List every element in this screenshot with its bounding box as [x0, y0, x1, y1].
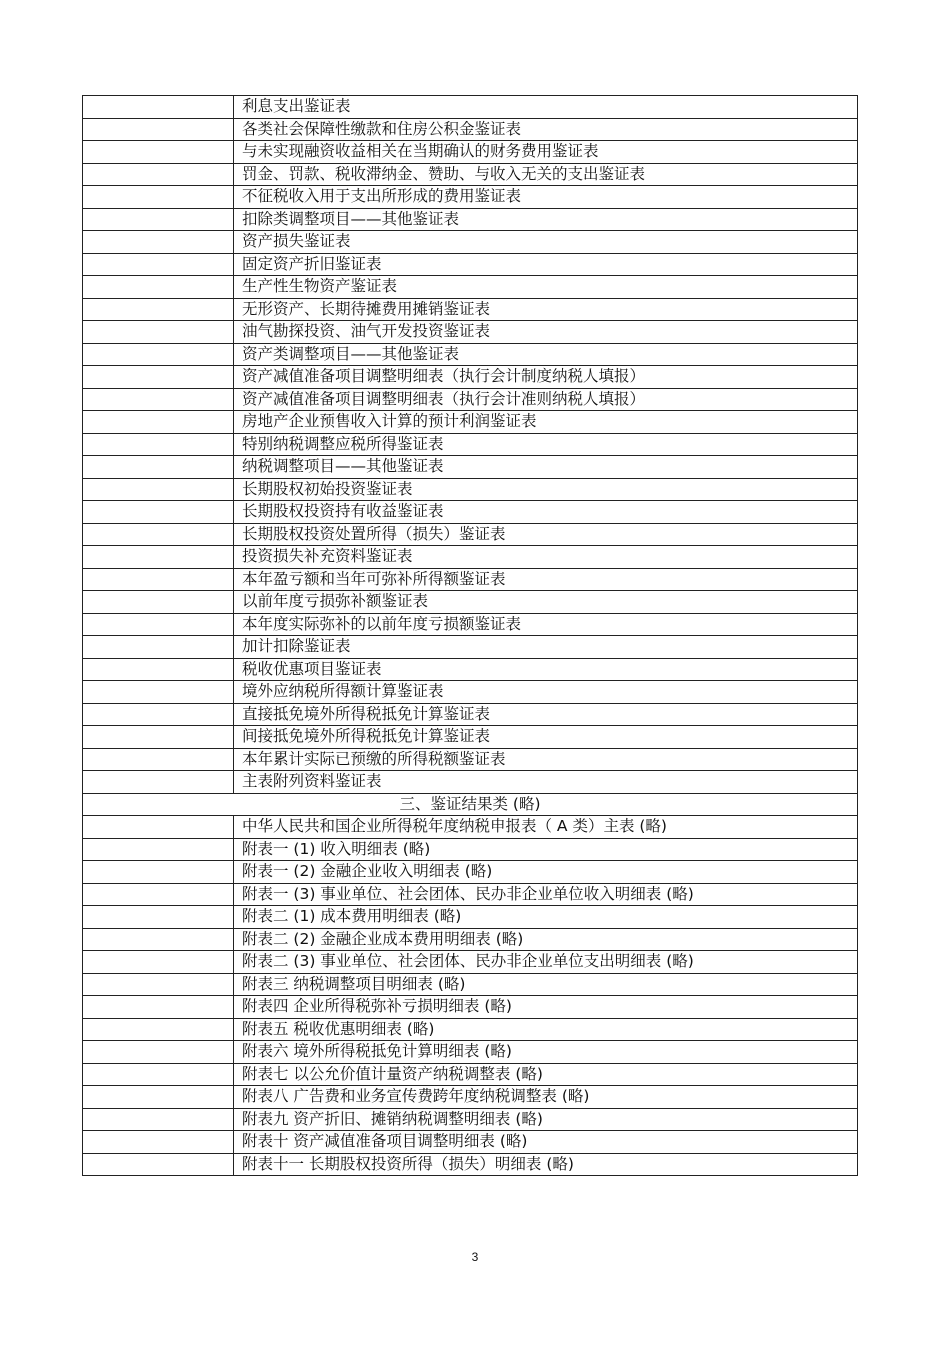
table-cell-item: 油气勘探投资、油气开发投资鉴证表 — [234, 321, 858, 344]
table-cell-blank — [83, 208, 234, 231]
table-row — [83, 411, 858, 434]
table-cell-item: 长期股权投资处置所得（损失）鉴证表 — [234, 523, 858, 546]
table-cell-blank — [83, 1063, 234, 1086]
table-row — [83, 861, 858, 884]
table-cell-item: 间接抵免境外所得税抵免计算鉴证表 — [234, 726, 858, 749]
table-row — [83, 1153, 858, 1176]
table-cell-item: 以前年度亏损弥补额鉴证表 — [234, 591, 858, 614]
table-cell-blank — [83, 546, 234, 569]
table-row — [83, 298, 858, 321]
table-cell-item: 附表三 纳税调整项目明细表 (略) — [234, 973, 858, 996]
table-row — [83, 883, 858, 906]
table-cell-item: 附表九 资产折旧、摊销纳税调整明细表 (略) — [234, 1108, 858, 1131]
table-cell-item: 长期股权投资持有收益鉴证表 — [234, 501, 858, 524]
table-cell-item: 附表八 广告费和业务宣传费跨年度纳税调整表 (略) — [234, 1086, 858, 1109]
table-cell-item: 利息支出鉴证表 — [234, 96, 858, 119]
table-cell-item: 与未实现融资收益相关在当期确认的财务费用鉴证表 — [234, 141, 858, 164]
table-cell-blank — [83, 388, 234, 411]
table-cell-item: 附表七 以公允价值计量资产纳税调整表 (略) — [234, 1063, 858, 1086]
section-heading: 三、鉴证结果类 (略) — [83, 793, 858, 816]
table-row — [83, 478, 858, 501]
table-cell-item: 附表六 境外所得税抵免计算明细表 (略) — [234, 1041, 858, 1064]
table-cell-blank — [83, 906, 234, 929]
table-cell-blank — [83, 748, 234, 771]
table-cell-item: 资产损失鉴证表 — [234, 231, 858, 254]
table-row — [83, 906, 858, 929]
table-row — [83, 613, 858, 636]
table-cell-blank — [83, 996, 234, 1019]
table-cell-item: 直接抵免境外所得税抵免计算鉴证表 — [234, 703, 858, 726]
table-row — [83, 1086, 858, 1109]
table-cell-blank — [83, 681, 234, 704]
table-cell-blank — [83, 523, 234, 546]
table-cell-item: 固定资产折旧鉴证表 — [234, 253, 858, 276]
table-row — [83, 321, 858, 344]
table-cell-blank — [83, 343, 234, 366]
table-cell-item: 生产性生物资产鉴证表 — [234, 276, 858, 299]
table-cell-blank — [83, 1041, 234, 1064]
table-cell-blank — [83, 883, 234, 906]
table-cell-blank — [83, 613, 234, 636]
table-row — [83, 366, 858, 389]
table-row — [83, 118, 858, 141]
document-table — [82, 95, 858, 1176]
table-row — [83, 568, 858, 591]
table-cell-item: 境外应纳税所得额计算鉴证表 — [234, 681, 858, 704]
table-cell-item: 附表二 (3) 事业单位、社会团体、民办非企业单位支出明细表 (略) — [234, 951, 858, 974]
table-cell-blank — [83, 366, 234, 389]
table-cell-blank — [83, 478, 234, 501]
table-row — [83, 748, 858, 771]
table-cell-blank — [83, 298, 234, 321]
table-cell-blank — [83, 186, 234, 209]
table-body — [83, 96, 858, 1176]
table-row — [83, 456, 858, 479]
table-cell-blank — [83, 321, 234, 344]
table-cell-item: 附表一 (1) 收入明细表 (略) — [234, 838, 858, 861]
table-cell-blank — [83, 951, 234, 974]
table-row — [83, 546, 858, 569]
table-row — [83, 388, 858, 411]
table-row — [83, 523, 858, 546]
table-row — [83, 726, 858, 749]
table-cell-blank — [83, 703, 234, 726]
table-cell-blank — [83, 591, 234, 614]
table-row — [83, 681, 858, 704]
table-cell-item: 本年度实际弥补的以前年度亏损额鉴证表 — [234, 613, 858, 636]
table-row — [83, 816, 858, 839]
table-cell-blank — [83, 96, 234, 119]
table-row — [83, 996, 858, 1019]
table-cell-blank — [83, 501, 234, 524]
table-cell-item: 资产减值准备项目调整明细表（执行会计准则纳税人填报） — [234, 388, 858, 411]
table-cell-item: 附表十一 长期股权投资所得（损失）明细表 (略) — [234, 1153, 858, 1176]
table-cell-blank — [83, 636, 234, 659]
table-cell-blank — [83, 411, 234, 434]
table-cell-item: 投资损失补充资料鉴证表 — [234, 546, 858, 569]
table-row — [83, 141, 858, 164]
table-cell-item: 本年累计实际已预缴的所得税额鉴证表 — [234, 748, 858, 771]
table-cell-blank — [83, 276, 234, 299]
table-cell-blank — [83, 568, 234, 591]
table-cell-item: 资产减值准备项目调整明细表（执行会计制度纳税人填报） — [234, 366, 858, 389]
table-cell-item: 本年盈亏额和当年可弥补所得额鉴证表 — [234, 568, 858, 591]
table-cell-item: 纳税调整项目——其他鉴证表 — [234, 456, 858, 479]
table-cell-blank — [83, 973, 234, 996]
table-cell-blank — [83, 658, 234, 681]
table-cell-blank — [83, 771, 234, 794]
table-cell-item: 主表附列资料鉴证表 — [234, 771, 858, 794]
table-cell-item: 附表二 (2) 金融企业成本费用明细表 (略) — [234, 928, 858, 951]
table-row — [83, 231, 858, 254]
table-row — [83, 433, 858, 456]
table-row — [83, 838, 858, 861]
page-number: 3 — [471, 1250, 479, 1264]
table-cell-item: 罚金、罚款、税收滞纳金、赞助、与收入无关的支出鉴证表 — [234, 163, 858, 186]
table-cell-blank — [83, 433, 234, 456]
table-cell-blank — [83, 456, 234, 479]
table-cell-item: 加计扣除鉴证表 — [234, 636, 858, 659]
table-cell-item: 资产类调整项目——其他鉴证表 — [234, 343, 858, 366]
table-cell-blank — [83, 231, 234, 254]
table-row — [83, 1063, 858, 1086]
table-row — [83, 928, 858, 951]
table-cell-blank — [83, 141, 234, 164]
table-cell-blank — [83, 1086, 234, 1109]
table-row — [83, 591, 858, 614]
table-cell-item: 各类社会保障性缴款和住房公积金鉴证表 — [234, 118, 858, 141]
table-cell-blank — [83, 1131, 234, 1154]
table-cell-blank — [83, 118, 234, 141]
table-cell-item: 附表一 (2) 金融企业收入明细表 (略) — [234, 861, 858, 884]
table-cell-blank — [83, 928, 234, 951]
table-cell-blank — [83, 726, 234, 749]
table-cell-blank — [83, 1153, 234, 1176]
table-row — [83, 163, 858, 186]
table-cell-item: 附表二 (1) 成本费用明细表 (略) — [234, 906, 858, 929]
table-row — [83, 1041, 858, 1064]
table-cell-blank — [83, 816, 234, 839]
table-cell-item: 税收优惠项目鉴证表 — [234, 658, 858, 681]
table-cell-item: 不征税收入用于支出所形成的费用鉴证表 — [234, 186, 858, 209]
table-cell-item: 长期股权初始投资鉴证表 — [234, 478, 858, 501]
table-cell-blank — [83, 1018, 234, 1041]
table-row — [83, 658, 858, 681]
table-row — [83, 703, 858, 726]
table-cell-item: 无形资产、长期待摊费用摊销鉴证表 — [234, 298, 858, 321]
table-cell-item: 附表十 资产减值准备项目调整明细表 (略) — [234, 1131, 858, 1154]
table-row — [83, 208, 858, 231]
table-row — [83, 771, 858, 794]
section-row — [83, 793, 858, 816]
table-cell-blank — [83, 253, 234, 276]
table-cell-blank — [83, 861, 234, 884]
table-row — [83, 1018, 858, 1041]
table-row — [83, 276, 858, 299]
table-row — [83, 951, 858, 974]
table-row — [83, 1131, 858, 1154]
table-row — [83, 636, 858, 659]
table-row — [83, 1108, 858, 1131]
table-row — [83, 501, 858, 524]
table-cell-item: 特别纳税调整应税所得鉴证表 — [234, 433, 858, 456]
table-cell-blank — [83, 163, 234, 186]
table-cell-item: 中华人民共和国企业所得税年度纳税申报表（ A 类）主表 (略) — [234, 816, 858, 839]
table-row — [83, 343, 858, 366]
table-row — [83, 973, 858, 996]
table-cell-item: 附表一 (3) 事业单位、社会团体、民办非企业单位收入明细表 (略) — [234, 883, 858, 906]
table-row — [83, 186, 858, 209]
table-row — [83, 96, 858, 119]
table-cell-item: 附表五 税收优惠明细表 (略) — [234, 1018, 858, 1041]
table-cell-item: 扣除类调整项目——其他鉴证表 — [234, 208, 858, 231]
table-row — [83, 253, 858, 276]
table-cell-item: 附表四 企业所得税弥补亏损明细表 (略) — [234, 996, 858, 1019]
table-cell-blank — [83, 1108, 234, 1131]
table-cell-blank — [83, 838, 234, 861]
table-cell-item: 房地产企业预售收入计算的预计利润鉴证表 — [234, 411, 858, 434]
